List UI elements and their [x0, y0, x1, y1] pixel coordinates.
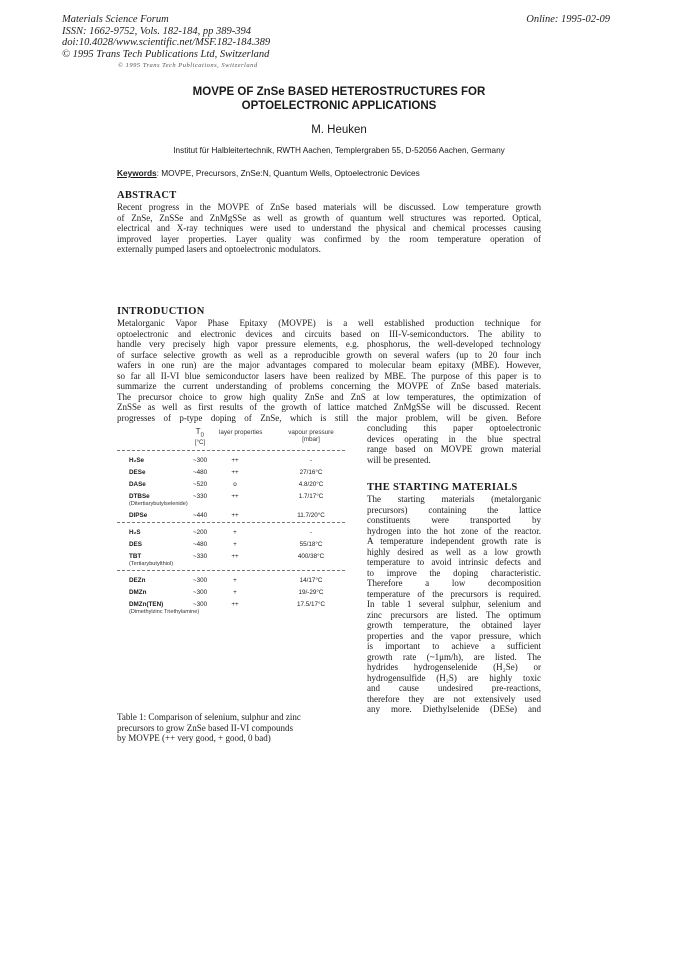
intro-line: wafers in one run) are the major advantages compared to molecular beam epitaxy (MBE). However, [117, 360, 541, 370]
precursor-name: DEZn [129, 577, 146, 584]
col-vapour-pressure [279, 429, 343, 443]
precursor-pressure: 4.8/20°C [298, 481, 324, 488]
abstract-text [117, 202, 541, 255]
precursor-name: DMZn(TEN) [129, 601, 164, 608]
col-layer-properties: layer properties [219, 429, 263, 436]
precursor-temp: ~330 [192, 493, 208, 500]
table-row [117, 587, 349, 599]
precursor-pressure: 55/18°C [299, 541, 323, 548]
sm-line: any more. Diethylselenide (DESe) and [367, 704, 541, 714]
title-line-2: OPTOELECTRONIC APPLICATIONS [241, 100, 437, 112]
copyright-stamp: © 1995 Trans Tech Publications, Switzerland [118, 62, 258, 69]
precursor-temp: ~440 [192, 512, 208, 519]
table-row [117, 479, 349, 491]
intro-line: The precursor choice to grow high quality ZnSe and ZnS at low temperatures, the optimization of [117, 391, 541, 402]
precursor-quality: ++ [231, 601, 239, 608]
precursor-pressure: - [309, 529, 313, 536]
caption-line: Table 1: Comparison of selenium, sulphur and zinc [117, 712, 301, 722]
col-temperature-symbol: T [195, 427, 201, 436]
precursor-temp: ~480 [192, 541, 208, 548]
sm-line: temperature of the precursors is required. [367, 588, 541, 599]
table-row [117, 539, 349, 551]
introduction-continued [367, 423, 541, 465]
precursor-quality: ++ [231, 512, 239, 519]
precursor-table [117, 428, 349, 618]
intro-right-line: concluding this paper optoelectronic [367, 423, 541, 433]
sm-line: growth rate (~1μm/h), are listed. The [367, 651, 541, 662]
abstract-line: electrical and X-ray techniques were used to understand the physical and chemical processes causing [117, 223, 541, 233]
keywords [117, 168, 420, 178]
precursor-temp: ~330 [192, 553, 208, 560]
precursor-pressure: 17.5/17°C [296, 601, 326, 608]
col-temperature [189, 428, 211, 446]
sm-line: hydrogen into the hot zone of the reactor. [367, 525, 541, 536]
table-row [117, 551, 349, 570]
precursor-temp: ~520 [192, 481, 208, 488]
precursor-pressure: - [309, 457, 313, 464]
precursor-quality: + [233, 541, 237, 548]
abstract-line: improved layer properties. Layer quality was confirmed by the room temperature operation of [117, 233, 541, 244]
precursor-pressure: 19/-29°C [298, 589, 324, 596]
author: M. Heuken [311, 124, 367, 136]
precursor-quality: ++ [231, 469, 239, 476]
precursor-name: DES [129, 541, 142, 548]
table-caption [117, 712, 353, 744]
abstract-heading: ABSTRACT [117, 190, 177, 201]
intro-right-line: devices operating in the blue spectral [367, 433, 541, 444]
precursor-name: H₂S [129, 529, 141, 536]
precursor-quality: ++ [231, 553, 239, 560]
precursor-temp: ~300 [192, 601, 208, 608]
precursor-quality: ++ [231, 493, 239, 500]
introduction-heading: INTRODUCTION [117, 306, 205, 317]
intro-line: summarize the current understanding of problems concerning the MOVPE of ZnSe based materials. [117, 381, 541, 391]
sm-line: to improve the doping characteristic. [367, 567, 541, 578]
table-row [117, 599, 349, 618]
introduction-text [117, 318, 541, 423]
sm-line: The starting materials (metalorganic [367, 494, 541, 504]
precursor-name: DTBSe [129, 493, 150, 500]
sm-line: In table 1 several sulphur, selenium and [367, 599, 541, 609]
intro-line: so far all II-VI blue semiconductor lasers have been realized by MBE. The purpose of this paper is to [117, 370, 541, 381]
intro-right-line: range based on MOVPE grown material [367, 444, 541, 454]
precursor-quality: + [233, 529, 237, 536]
affiliation: Institut für Halbleitertechnik, RWTH Aachen, Templergraben 55, D-52056 Aachen, Germany [173, 146, 505, 155]
sm-line: properties and the vapor pressure, which [367, 630, 541, 641]
table-row [117, 455, 349, 467]
precursor-temp: ~300 [192, 577, 208, 584]
journal-header [62, 14, 270, 60]
precursor-temp: ~300 [192, 457, 208, 464]
precursor-pressure: 14/17°C [299, 577, 323, 584]
abstract-line: Recent progress in the MOVPE of ZnSe based materials will be discussed. Low temperature growth [117, 202, 541, 212]
sm-line: zinc precursors are listed. The optimum [367, 609, 541, 620]
keywords-label: Keywords [117, 168, 157, 178]
table-row [117, 467, 349, 479]
precursor-name: DASe [129, 481, 146, 488]
col-temperature-unit: [°C] [194, 439, 206, 447]
col-temperature-subscript: D [200, 432, 205, 439]
col-vapour-unit: [mbar] [302, 436, 320, 443]
intro-right-line: will be presented. [367, 454, 431, 465]
precursor-pressure: 400/38°C [297, 553, 325, 560]
col-vapour-label: vapour pressure [288, 429, 334, 436]
intro-line: ZnSSe as well as first results of the growth of lattice matched ZnMgSSe will be discussed. Recent [117, 402, 541, 412]
journal-name: Materials Science Forum [62, 14, 169, 25]
sm-line: therefore they are not extensively used [367, 693, 541, 704]
sm-line: growth temperature, the obtained layer [367, 620, 541, 630]
caption-line: by MOVPE (++ very good, + good, 0 bad) [117, 733, 271, 743]
precursor-quality: + [233, 589, 237, 596]
title-line-1: MOVPE OF ZnSe BASED HETEROSTRUCTURES FOR [192, 86, 486, 98]
copyright-line: © 1995 Trans Tech Publications Ltd, Switzerland [62, 48, 270, 60]
keywords-list: : MOVPE, Precursors, ZnSe:N, Quantum Wells, Optoelectronic Devices [156, 168, 420, 178]
precursor-quality: + [233, 577, 237, 584]
intro-line: of surface selective growth as well as a reproducible growth on several wafers (up to 20 four inch [117, 349, 541, 360]
precursor-name: DMZn [129, 589, 147, 596]
precursor-pressure: 11.7/20°C [297, 512, 325, 519]
issn-line: ISSN: 1662-9752, Vols. 182-184, pp 389-394 [62, 25, 251, 37]
table-row [117, 575, 349, 587]
precursor-pressure: 1.7/17°C [298, 493, 324, 500]
precursor-quality: ++ [231, 457, 239, 464]
precursor-fullname: (Tertiarybutylthiol) [129, 561, 174, 567]
intro-line: optoelectronic and electronic devices and circuits based on III-V-semiconductors. The ability to [117, 328, 541, 339]
precursor-quality: o [233, 481, 237, 488]
precursor-fullname: (Ditertiarybutylselenide) [129, 501, 188, 507]
abstract-line: externally pumped lasers and optoelectronic modulators. [117, 244, 321, 254]
sm-line: temperature to avoid intrinsic defects and [367, 557, 541, 567]
sm-line: and cause undesired pre-reactions, [367, 683, 541, 693]
precursor-fullname: (Dimethylzinc Triethylamine) [129, 609, 200, 615]
sm-line: A temperature independent growth rate is [367, 536, 541, 546]
sm-line: Therefore a low decomposition [367, 578, 541, 588]
precursor-temp: ~300 [192, 589, 208, 596]
precursor-name: DIPSe [129, 512, 148, 519]
precursor-temp: ~200 [192, 529, 208, 536]
table-row [117, 491, 349, 510]
sm-line: precursors) containing the lattice [367, 504, 541, 515]
caption-line: precursors to grow ZnSe based II-VI compounds [117, 722, 293, 733]
sm-line: is important to achieve a sufficient [367, 641, 541, 651]
starting-materials-heading: THE STARTING MATERIALS [367, 482, 518, 493]
table-row [117, 510, 349, 522]
starting-materials-text [367, 494, 541, 715]
sm-line: highly desired as well as a low growth [367, 546, 541, 557]
precursor-name: H₂Se [129, 457, 145, 464]
intro-line: Metalorganic Vapor Phase Epitaxy (MOVPE) is a well established production technique for [117, 318, 541, 328]
precursor-temp: ~480 [192, 469, 208, 476]
sm-line: constituents were transported by [367, 515, 541, 525]
precursor-pressure: 27/16°C [299, 469, 323, 476]
doi-line[interactable]: doi:10.4028/www.scientific.net/MSF.182-184.389 [62, 37, 271, 48]
abstract-line: of ZnSe, ZnSSe and ZnMgSSe as well as growth of quantum well structures was reported. Optical, [117, 212, 541, 223]
table-row [117, 527, 349, 539]
precursor-name: DESe [129, 469, 146, 476]
sm-line: hydrogensulfide (H₂S) are highly toxic [367, 672, 541, 683]
intro-line: handle very precisely high vapor pressure elements, e.g. phosphorus, the well-developed technology [117, 339, 541, 349]
sm-line: hydrides hydrogenselenide (H₂Se) or [367, 662, 541, 672]
online-date: Online: 1995-02-09 [526, 14, 610, 25]
intro-line: progresses of p-type doping of ZnSe, which is still the major problem, will be given. Before [117, 412, 541, 423]
paper-title [100, 85, 578, 113]
precursor-name: TBT [129, 553, 142, 560]
table-header [117, 428, 349, 450]
